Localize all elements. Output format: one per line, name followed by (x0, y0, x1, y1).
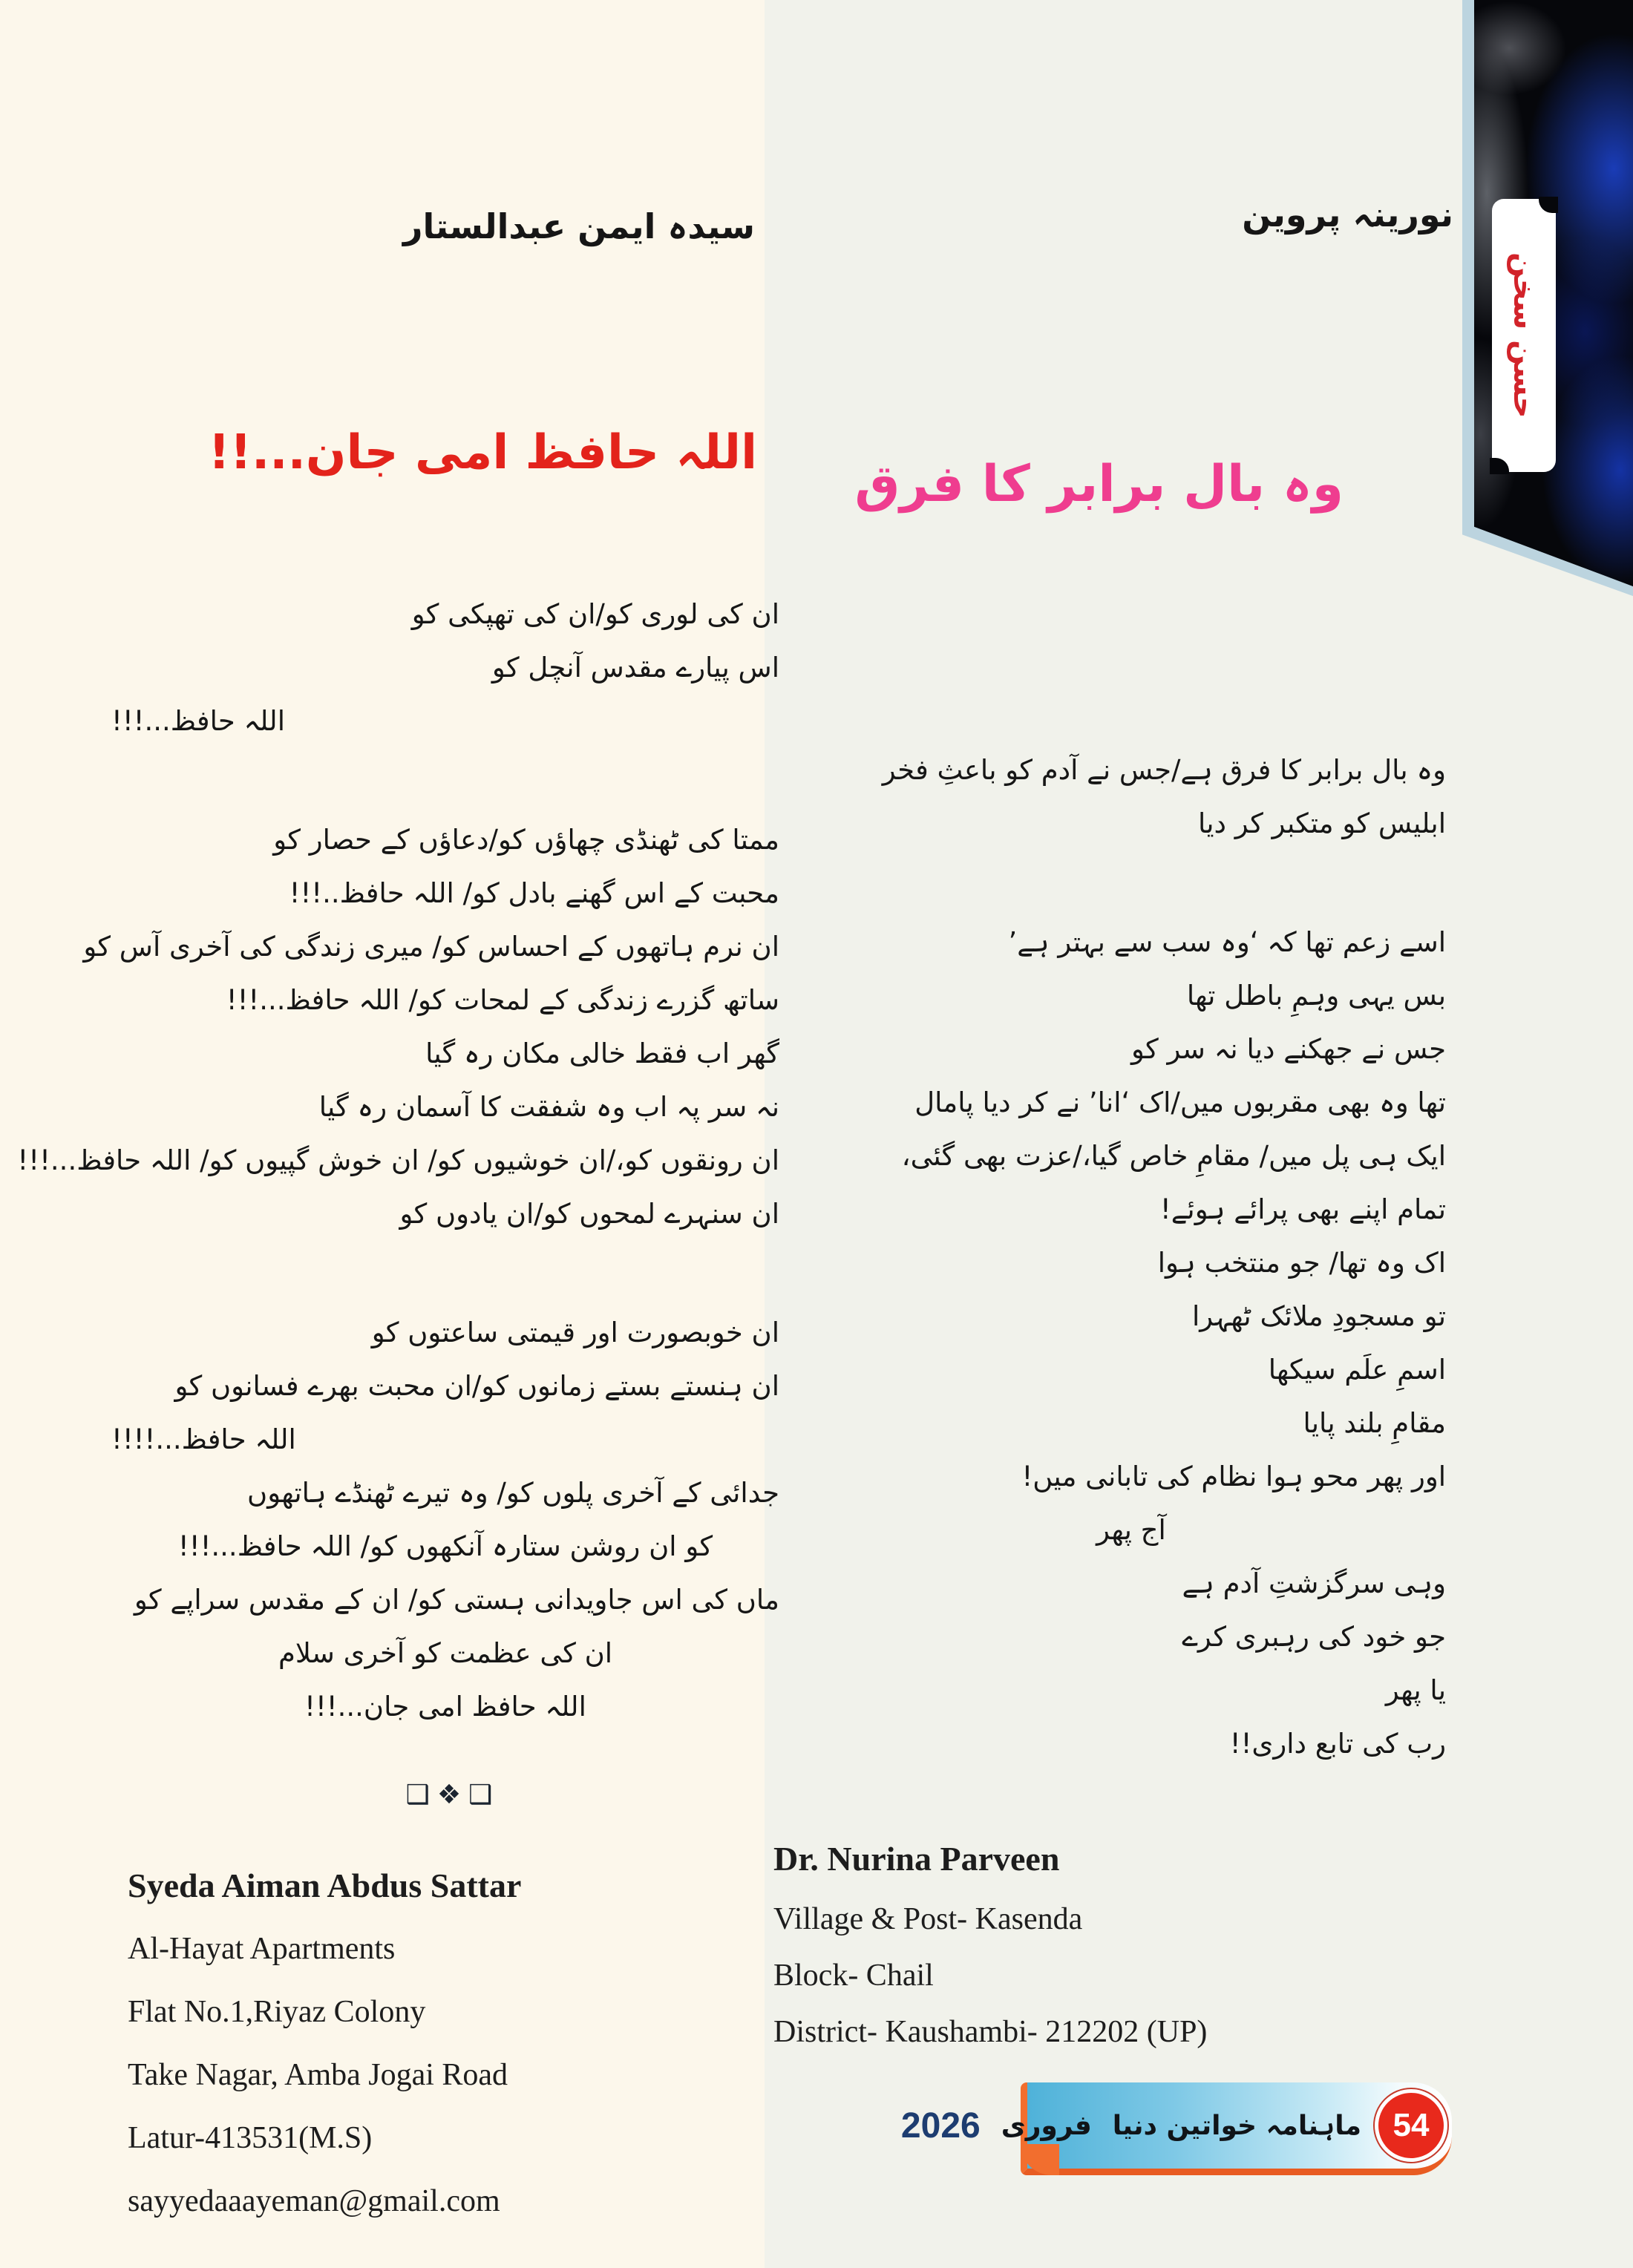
poem-line: ان کی لوری کو/ان کی تھپکی کو (411, 598, 779, 630)
poem-line: اللہ حافظ امی جان...!!! (304, 1691, 586, 1723)
divider-ornament: ❑❖❑ (405, 1780, 500, 1810)
address-line: sayyedaaayeman@gmail.com (128, 2184, 500, 2218)
poem-line: نہ سر پہ اب وہ شفقت کا آسمان رہ گیا (318, 1091, 779, 1123)
page-number: 54 (1393, 2107, 1430, 2143)
poem-line: آج پھر (1096, 1514, 1166, 1546)
left-poem-title: اللہ حافظ امی جان...!! (208, 425, 757, 480)
poem-line: اس پیارے مقدس آنچل کو (491, 652, 779, 684)
poem-line: کو ان روشن ستارہ آنکھوں کو/ اللہ حافظ...!!! (177, 1530, 713, 1562)
right-author-address (773, 1827, 1207, 2060)
poem-line: وہی سرگزشتِ آدم ہے (1182, 1567, 1446, 1599)
left-address-lines (128, 1918, 521, 2233)
poem-line: ابلیس کو متکبر کر دیا (1197, 807, 1446, 839)
left-poem (17, 588, 779, 1734)
poem-line: اللہ حافظ...!!! (111, 705, 285, 737)
address-line: Village & Post- Kasenda (773, 1902, 1083, 1936)
poem-line: ان خوبصورت اور قیمتی ساعتوں کو (371, 1317, 779, 1348)
footer-year: 2026 (900, 2105, 981, 2146)
left-address-name: Syeda Aiman Abdus Sattar (128, 1866, 522, 1904)
poem-line: رب کی تابع داری!! (1229, 1728, 1446, 1760)
section-label-box (1492, 199, 1556, 472)
poem-line: اللہ حافظ...!!!! (111, 1423, 296, 1455)
right-poem-title: وہ بال برابر کا فرق (854, 455, 1344, 514)
poem-line: گھر اب فقط خالی مکان رہ گیا (425, 1038, 779, 1069)
poem-line: ان کی عظمت کو آخری سلام (278, 1637, 613, 1669)
address-line: District- Kaushambi- 212202 (UP) (773, 2015, 1208, 2049)
section-label-text: حسن سخن (1507, 252, 1541, 419)
address-line: Flat No.1,Riyaz Colony (128, 1995, 426, 2029)
address-line: Latur-413531(M.S) (128, 2121, 373, 2155)
poem-line: مقامِ بلند پایا (1303, 1407, 1446, 1439)
footer-magazine-title: ماہنامہ خواتین دنیا (1112, 2110, 1361, 2141)
left-author-name: سیدہ ایمن عبدالستار (403, 206, 755, 246)
poem-line: اسے زعم تھا کہ ‘وہ سب سے بہتر ہے’ (1008, 926, 1446, 958)
footer-text (901, 2082, 1361, 2169)
poem-line: ساتھ گزرے زندگی کے لمحات کو/ اللہ حافظ...!!! (226, 984, 779, 1016)
poem-line: محبت کے اس گھنے بادل کو/ اللہ حافظ..!!! (289, 877, 779, 909)
poem-line: ان سنہرے لمحوں کو/ان یادوں کو (399, 1198, 779, 1230)
page-number-badge (1375, 2089, 1447, 2162)
footer-bar (900, 2082, 1452, 2175)
right-author-name: نورینہ پروین (1242, 194, 1453, 235)
right-address-lines (773, 1891, 1207, 2060)
poem-line: اور پھر محو ہوا نظام کی تابانی میں! (1021, 1461, 1446, 1492)
poem-line: یا پھر (1385, 1674, 1446, 1706)
poem-line: جدائی کے آخری پلوں کو/ وہ تیرے ٹھنڈے ہاتھوں (247, 1477, 779, 1509)
poem-line: جس نے جھکنے دیا نہ سر کو (1131, 1033, 1446, 1065)
poem-line: ان رونقوں کو،/ان خوشیوں کو/ ان خوش گپیوں کو/ اللہ حافظ...!!! (17, 1144, 779, 1176)
footer-month: فروری (1001, 2110, 1092, 2141)
poem-line: وہ بال برابر کا فرق ہے/جس نے آدم کو باعثِ فخر (882, 754, 1446, 786)
right-poem (816, 744, 1446, 1771)
address-line: Al-Hayat Apartments (128, 1932, 396, 1966)
poem-line: تو مسجودِ ملائک ٹھہرا (1191, 1300, 1446, 1332)
poem-line: ایک ہی پل میں/ مقامِ خاص گیا،/عزت بھی گئی، (901, 1140, 1446, 1172)
poem-line: ان ہنستے بستے زمانوں کو/ان محبت بھرے فسانوں کو (174, 1370, 779, 1402)
poem-line: ان نرم ہاتھوں کے احساس کو/ میری زندگی کی آخری آس کو (83, 931, 779, 963)
poem-line: تھا وہ بھی مقربوں میں/اک ‘انا’ نے کر دیا پامال (914, 1087, 1446, 1118)
poem-line: اسمِ علَم سیکھا (1268, 1354, 1446, 1386)
poem-line: ممتا کی ٹھنڈی چھاؤں کو/دعاؤں کے حصار کو (273, 824, 779, 856)
poem-line: جو خود کی رہبری کرے (1182, 1621, 1446, 1653)
right-address-name: Dr. Nurina Parveen (773, 1840, 1060, 1878)
address-line: Take Nagar, Amba Jogai Road (128, 2058, 508, 2092)
poem-line: بس یہی وہمِ باطل تھا (1186, 980, 1446, 1012)
poem-line: ماں کی اس جاویدانی ہستی کو/ ان کے مقدس سراپے کو (134, 1584, 779, 1616)
poem-line: اک وہ تھا/ جو منتخب ہوا (1157, 1247, 1446, 1279)
address-line: Block- Chail (773, 1959, 934, 1993)
left-author-address (128, 1854, 521, 2233)
poem-line: تمام اپنے بھی پرائے ہوئے! (1159, 1193, 1446, 1225)
